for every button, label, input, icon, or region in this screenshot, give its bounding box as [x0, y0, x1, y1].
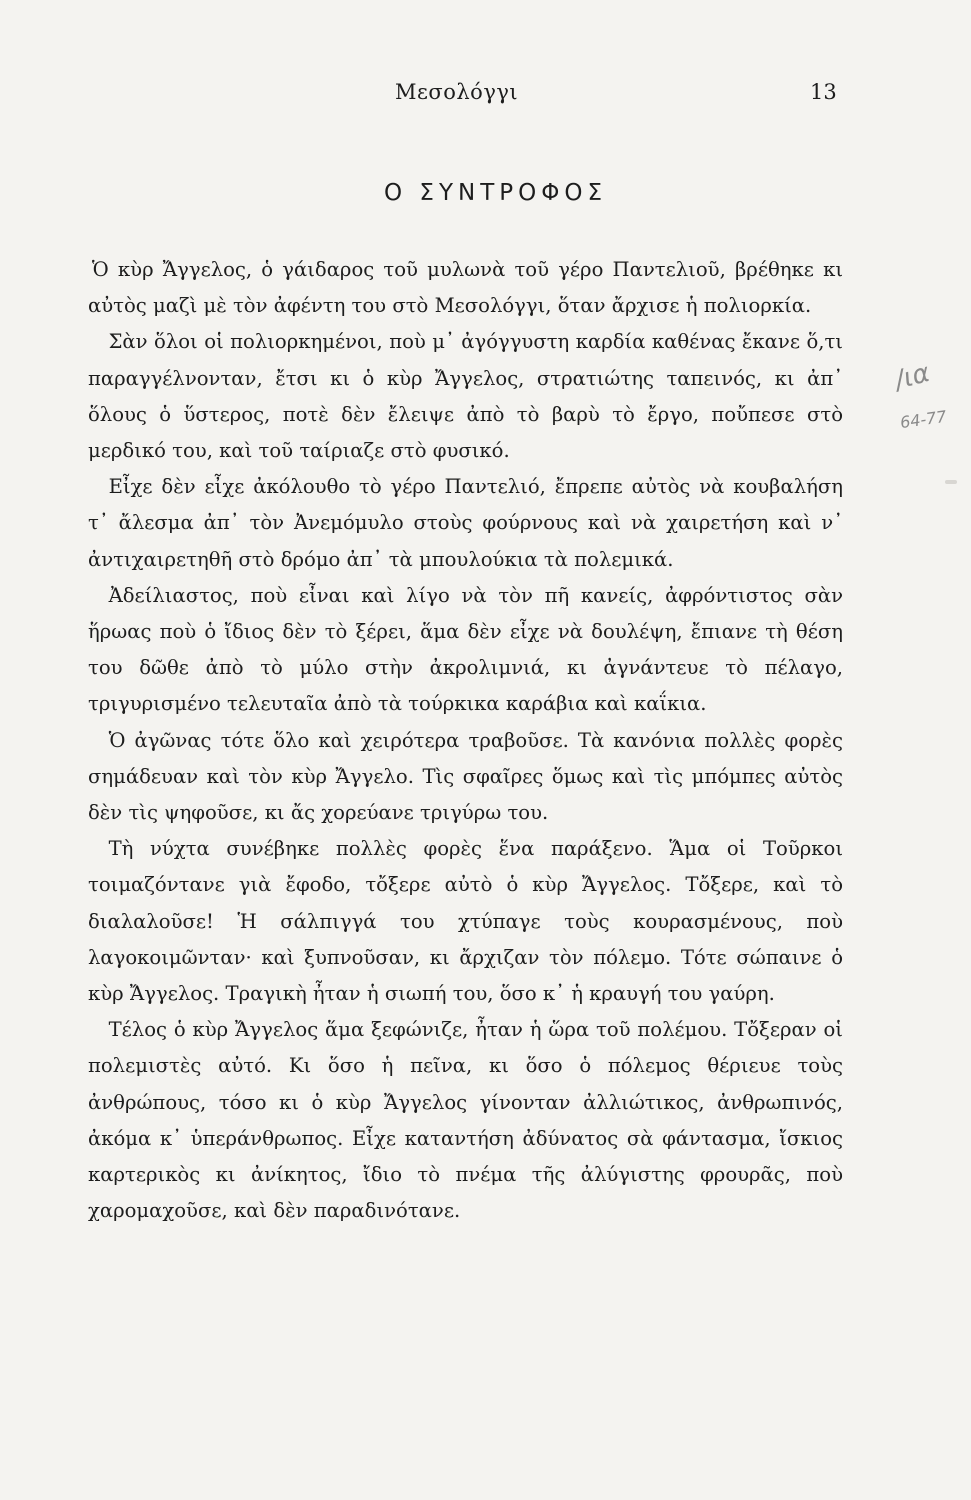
paragraph-6: Τὴ νύχτα συνέβηκε πολλὲς φορὲς ἕνα παράξενο. Ἅμα οἱ Τοῦρκοι τοιμαζόντανε γιὰ ἔφοδο, τὄξερε αὐτὸ ὁ κὺρ Ἄγγελος. Τὄξερε, καὶ τὸ διαλαλοῦσε! Ἡ σάλπιγγά του χτύπαγε τοὺς κουρασμένους, ποὺ λαγοκοιμῶνταν· καὶ ξυπνοῦσαν, κι ἄρχιζαν τὸν πόλεμο. Τότε σώπαινε ὁ κὺρ Ἄγγελος. Τραγικὴ ἦταν ἡ σιωπή του, ὅσο κ᾽ ἡ κραυγή του γαύρη. [88, 837, 843, 1006]
paragraph-5: Ὁ ἀγῶνας τότε ὅλο καὶ χειρότερα τραβοῦσε. Τὰ κανόνια πολλὲς φορὲς σημάδευαν καὶ τὸν κὺρ Ἄγγελο. Τὶς σφαῖρες ὅμως καὶ τὶς μπόμπες αὐτὸς δὲν τὶς ψηφοῦσε, κι ἄς χορεύανε τριγύρω του. [88, 728, 843, 825]
running-head [0, 80, 971, 110]
paragraph-7: Τέλος ὁ κὺρ Ἄγγελος ἅμα ξεφώνιζε, ἦταν ἡ ὥρα τοῦ πολέμου. Τὄξεραν οἱ πολεμιστὲς αὐτό. Κι ὅσο ἡ πεῖνα, κι ὅσο ὁ πόλεμος θέριευε τοὺς ἀνθρώπους, τόσο κι ὁ κὺρ Ἄγγελος γίνονταν ἀλλιώτικος, ἀνθρωπινός, ἀκόμα κ᾽ ὑπεράνθρωπος. Εἶχε καταντήση ἀδύνατος σὰ φάντασμα, ἴσκιος καρτερικὸς κι ἀνίκητος, ἴδιο τὸ πνέμα τῆς ἀλύγιστης φρουρᾶς, ποὺ χαρομαχοῦσε, καὶ δὲν παραδινότανε. [88, 1018, 843, 1223]
page-number: 13 [810, 80, 837, 104]
paragraph-3: Εἶχε δὲν εἶχε ἀκόλουθο τὸ γέρο Παντελιό, ἔπρεπε αὐτὸς νὰ κουβαλήση τ᾽ ἄλεσμα ἀπ᾽ τὸν Ἀνεμόμυλο στοὺς φούρνους καὶ νὰ χαιρετήση καὶ ν᾽ ἀντιχαιρετηθῆ στὸ δρόμο ἀπ᾽ τὰ μπουλούκια τὰ πολεμικά. [88, 475, 843, 571]
paragraph-1: Ὁ κὺρ Ἄγγελος, ὁ γάιδαρος τοῦ μυλωνὰ τοῦ γέρο Παντελιοῦ, βρέθηκε κι αὐτὸς μαζὶ μὲ τὸν ἀφέντη του στὸ Μεσολόγγι, ὅταν ἄρχισε ἡ πολιορκία. [88, 258, 843, 318]
margin-smudge [945, 480, 957, 484]
body-text [88, 252, 843, 1229]
running-title: Μεσολόγγι [395, 80, 519, 104]
chapter-title: Ο ΣΥΝΤΡΟΦΟΣ [384, 180, 607, 206]
handwritten-margin-number: 64-77 [898, 406, 948, 433]
handwritten-margin-note: /ια [891, 358, 933, 396]
paragraph-2: Σὰν ὅλοι οἱ πολιορκημένοι, ποὺ μ᾽ ἀγόγγυστη καρδία καθένας ἔκανε ὅ,τι παραγγέλνονταν, ἔτσι κι ὁ κὺρ Ἄγγελος, στρατιώτης ταπεινός, κι ἀπ᾽ ὅλους ὁ ὕστερος, ποτὲ δὲν ἔλειψε ἀπὸ τὸ βαρὺ τὸ ἔργο, ποὔπεσε στὸ μερδικό του, καὶ τοῦ ταίριαζε στὸ φυσικό. [88, 330, 843, 463]
paragraph-4: Ἀδείλιαστος, ποὺ εἶναι καὶ λίγο νὰ τὸν πῆ κανείς, ἀφρόντιστος σὰν ἥρωας ποὺ ὁ ἴδιος δὲν τὸ ξέρει, ἅμα δὲν εἶχε νὰ δουλέψη, ἔπιανε τὴ θέση του δῶθε ἀπὸ τὸ μύλο στὴν ἀκρολιμνιά, κι ἀγνάντευε τὸ πέλαγο, τριγυρισμένο τελευταῖα ἀπὸ τὰ τούρκικα καράβια καὶ καΐκια. [88, 583, 843, 716]
